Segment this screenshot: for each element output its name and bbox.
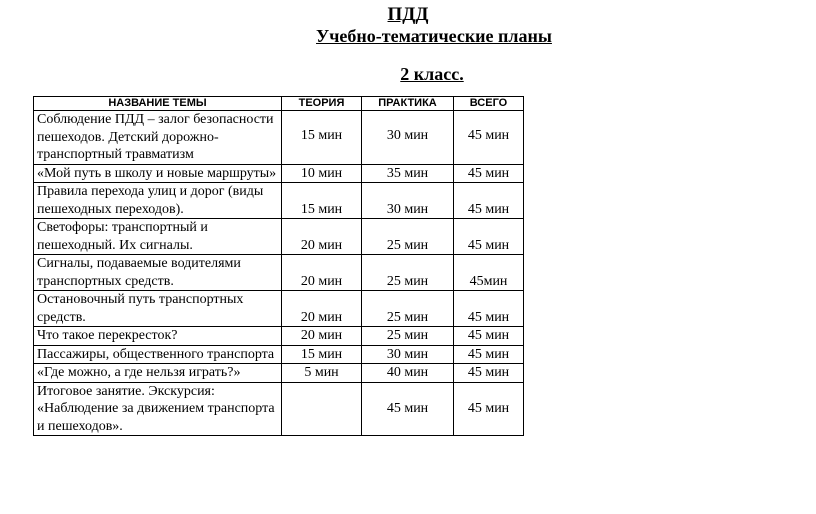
column-header-practice: ПРАКТИКА: [362, 97, 454, 111]
document-subject: ПДД: [387, 4, 429, 25]
table-row: [34, 345, 524, 364]
table-row: [34, 382, 524, 436]
practice-cell: 30 мин: [362, 183, 454, 219]
topic-cell: Соблюдение ПДД – залог безопасности пешеходов. Детский дорожно- транспортный травматизм: [34, 111, 282, 165]
practice-cell: 25 мин: [362, 327, 454, 346]
theory-cell: 5 мин: [282, 364, 362, 383]
total-cell: 45 мин: [454, 219, 524, 255]
total-cell: 45 мин: [454, 364, 524, 383]
theory-cell: [282, 382, 362, 436]
theory-cell: 10 мин: [282, 164, 362, 183]
column-header-total: ВСЕГО: [454, 97, 524, 111]
practice-cell: 30 мин: [362, 345, 454, 364]
curriculum-table: [33, 96, 524, 436]
theory-cell: 15 мин: [282, 345, 362, 364]
topic-cell: Сигналы, подаваемые водителями транспортных средств.: [34, 255, 282, 291]
theory-cell: 20 мин: [282, 255, 362, 291]
topic-cell: Что такое перекресток?: [34, 327, 282, 346]
total-cell: 45 мин: [454, 345, 524, 364]
practice-cell: 35 мин: [362, 164, 454, 183]
table-row: [34, 219, 524, 255]
table-row: [34, 164, 524, 183]
practice-cell: 25 мин: [362, 255, 454, 291]
total-cell: 45мин: [454, 255, 524, 291]
topic-cell: Пассажиры, общественного транспорта: [34, 345, 282, 364]
table-row: [34, 291, 524, 327]
table-row: [34, 364, 524, 383]
practice-cell: 30 мин: [362, 111, 454, 165]
grade-heading: 2 класс.: [400, 64, 464, 84]
theory-cell: 15 мин: [282, 183, 362, 219]
table-row: [34, 111, 524, 165]
theory-cell: 15 мин: [282, 111, 362, 165]
total-cell: 45 мин: [454, 183, 524, 219]
practice-cell: 25 мин: [362, 219, 454, 255]
total-cell: 45 мин: [454, 291, 524, 327]
document-subtitle: Учебно-тематические планы: [316, 26, 552, 46]
topic-cell: «Где можно, а где нельзя играть?»: [34, 364, 282, 383]
table-row: [34, 255, 524, 291]
table-row: [34, 183, 524, 219]
total-cell: 45 мин: [454, 111, 524, 165]
total-cell: 45 мин: [454, 164, 524, 183]
topic-cell: Остановочный путь транспортных средств.: [34, 291, 282, 327]
total-cell: 45 мин: [454, 327, 524, 346]
column-header-theory: ТЕОРИЯ: [282, 97, 362, 111]
practice-cell: 25 мин: [362, 291, 454, 327]
topic-cell: Правила перехода улиц и дорог (виды пешеходных переходов).: [34, 183, 282, 219]
practice-cell: 40 мин: [362, 364, 454, 383]
theory-cell: 20 мин: [282, 327, 362, 346]
topic-cell: Итоговое занятие. Экскурсия: «Наблюдение за движением транспорта и пешеходов».: [34, 382, 282, 436]
table-row: [34, 327, 524, 346]
total-cell: 45 мин: [454, 382, 524, 436]
topic-cell: «Мой путь в школу и новые маршруты»: [34, 164, 282, 183]
theory-cell: 20 мин: [282, 291, 362, 327]
column-header-topic: НАЗВАНИЕ ТЕМЫ: [34, 97, 282, 111]
topic-cell: Светофоры: транспортный и пешеходный. Их сигналы.: [34, 219, 282, 255]
practice-cell: 45 мин: [362, 382, 454, 436]
table-header-row: [34, 97, 524, 111]
theory-cell: 20 мин: [282, 219, 362, 255]
